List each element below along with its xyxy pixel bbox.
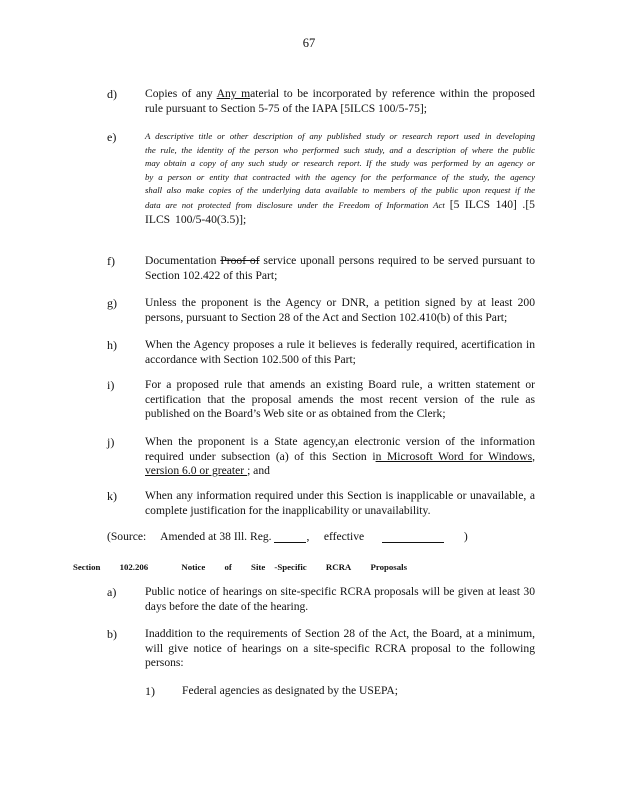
item-text: Federal agencies as designated by the USEPA;	[182, 684, 398, 697]
item-label: k)	[107, 489, 117, 503]
blank-line	[382, 531, 444, 543]
item-text: Copies of any Any material to be incorporated by reference within the proposed rule pursuant to Section 5-75 of the IAPA [5ILCS 100/5-75];	[145, 87, 535, 115]
item-label: f)	[107, 254, 115, 268]
item-text: When the Agency proposes a rule it believes is federally required, acertification in accordance with Section 102.500 of this Part;	[145, 338, 535, 366]
deleted-text: Proof of	[220, 254, 260, 267]
page-number: 67	[302, 36, 316, 50]
item-label: d)	[107, 87, 117, 101]
item-text: For a proposed rule that amends an existing Board rule, a written statement or certification that the proposal amends the most recent version of the rule as published on the Board’s Web site or as obtained from the Clerk;	[145, 378, 535, 420]
item-text: When any information required under this Section is inapplicable or unavailable, a complete justification for the inapplicability or unavailability.	[145, 489, 535, 517]
inserted-text: n Microsoft Word for Windows, version 6.0 or greater	[145, 449, 535, 477]
item-label: h)	[107, 338, 117, 352]
citation: [5 ILCS 140] .[5 ILCS 100/5-40(3.5)];	[145, 197, 535, 226]
item-text: Unless the proponent is the Agency or DNR, a petition signed by at least 200 persons, pursuant to Section 28 of the Act and Section 102.410(b) of this Part;	[145, 296, 535, 324]
blank-line	[274, 531, 306, 543]
section-number: 102.206	[119, 562, 149, 572]
inserted-text: Any m	[216, 87, 251, 100]
item-label: i)	[107, 378, 115, 392]
section-heading: Section 102.206 Notice of Site -Specific RCRA Proposals	[73, 562, 407, 572]
item-label: 1)	[145, 684, 155, 698]
item-label: g)	[107, 296, 117, 310]
item-text: Inaddition to the requirements of Section 28 of the Act, the Board, at a minimum, will give notice of hearings on a site-specific RCRA proposal to the following persons:	[145, 627, 535, 669]
item-label: b)	[107, 627, 117, 641]
item-label: e)	[107, 130, 117, 144]
item-label: a)	[107, 585, 117, 599]
item-text: Documentation Proof of service uponall persons required to be served pursuant to Section 102.422 of this Part;	[145, 254, 535, 282]
item-text: Public notice of hearings on site-specific RCRA proposals will be given at least 30 days before the date of the hearing.	[145, 585, 535, 613]
source-note: (Source: Amended at 38 Ill. Reg. , effective )	[107, 530, 468, 543]
item-label: j)	[107, 435, 115, 449]
item-text: A descriptive title or other description of any published study or research report used in developing the rule, the identity of the person who performed such study, and a description of where the public may obtain a copy of any such study or research report. If the study was performed by an agency or by a person or entity that contracted with the agency for the performance of the study, the agency shall also make copies of the underlying data available to members of the public upon request if the data are not protected from disclosure under the Freedom of Information Act [5 ILCS 140] .[5 ILCS 100/5-40(3.5)];	[145, 131, 535, 226]
item-text: When the proponent is a State agency,an electronic version of the information required under subsection (a) of this Section in Microsoft Word for Windows, version 6.0 or greater ; and	[145, 435, 535, 477]
